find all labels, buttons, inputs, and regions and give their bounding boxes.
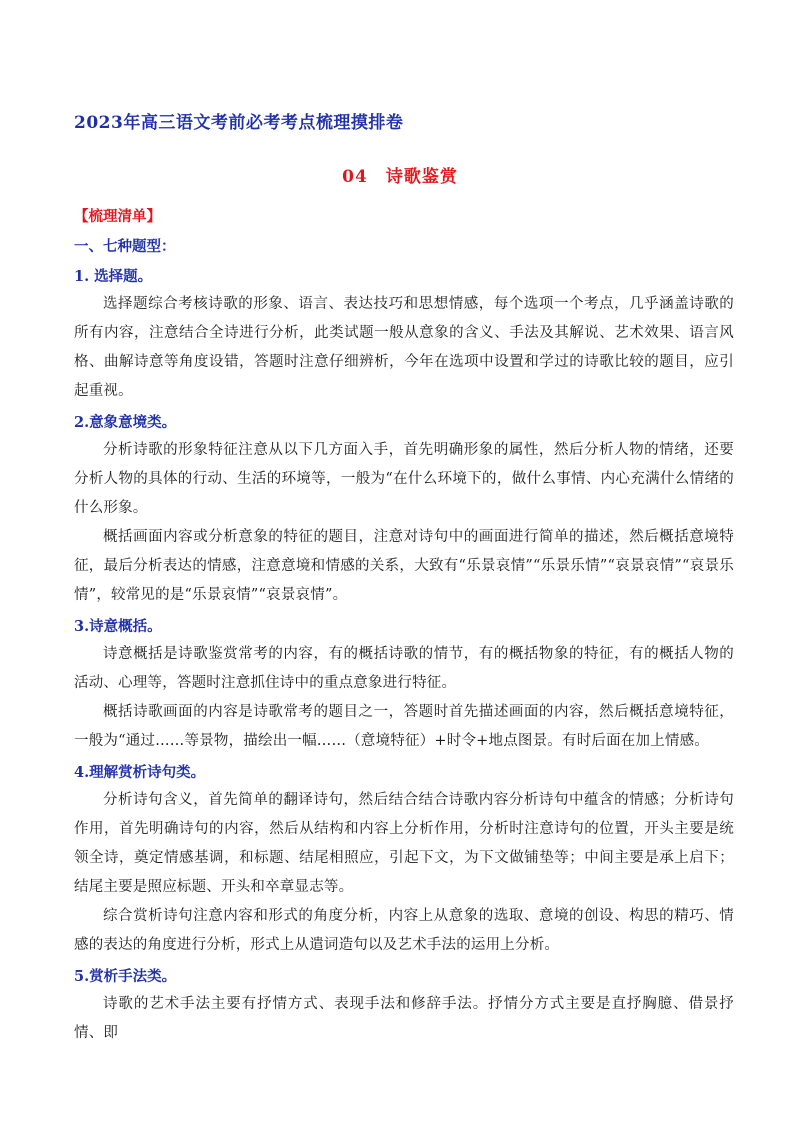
paragraph: 分析诗句含义，首先简单的翻译诗句，然后结合结合诗歌内容分析诗句中蕴含的情感；分析诗句作用，首先明确诗句的内容，然后从结构和内容上分析作用，分析时注意诗句的位置，开头主要是统领全诗，奠定情感基调，和标题、结尾相照应，引起下文，为下文做铺垫等；中间主要是承上启下；结尾主要是照应标题、开头和卒章显志等。 xyxy=(74,792,734,895)
paragraph: 诗歌的艺术手法主要有抒情方式、表现手法和修辞手法。抒情分方式主要是直抒胸臆、借景抒情、即 xyxy=(74,996,734,1041)
section-label: 【梳理清单】 xyxy=(74,208,161,225)
section-appreciation xyxy=(74,760,734,960)
paragraph: 分析诗歌的形象特征注意从以下几方面入手，首先明确形象的属性，然后分析人物的情绪，还要分析人物的具体的行动、生活的环境等，一般为“在什么环境下的，做什么事情、内心充满什么情绪的什么形象。 xyxy=(74,442,734,516)
paragraph: 概括画面内容或分析意象的特征的题目，注意对诗句中的画面进行简单的描述，然后概括意境特征，最后分析表达的情感，注意意境和情感的关系，大致有“乐景哀情”“乐景乐情”“哀景哀情”“哀景乐情”，较常见的是“乐景哀情”“哀景哀情”。 xyxy=(74,529,734,603)
section-heading: 3.诗意概括。 xyxy=(74,618,162,635)
section-subtitle: 04 诗歌鉴赏 xyxy=(342,167,458,187)
document-body xyxy=(74,204,734,1048)
section-heading: 5.赏析手法类。 xyxy=(74,968,177,985)
section-choice xyxy=(74,264,734,406)
section-heading: 4.理解赏析诗句类。 xyxy=(74,764,206,781)
document-title: 2023年高三语文考前必考考点梳理摸排卷 xyxy=(74,113,404,133)
paragraph: 综合赏析诗句注意内容和形式的角度分析，内容上从意象的选取、意境的创设、构思的精巧、情感的表达的角度进行分析，形式上从遣词造句以及艺术手法的运用上分析。 xyxy=(74,908,734,953)
paragraph: 诗意概括是诗歌鉴赏常考的内容，有的概括诗歌的情节，有的概括物象的特征，有的概括人物的活动、心理等，答题时注意抓住诗中的重点意象进行特征。 xyxy=(74,646,734,691)
section-summary xyxy=(74,614,734,756)
section-heading: 2.意象意境类。 xyxy=(74,414,177,431)
paragraph: 选择题综合考核诗歌的形象、语言、表达技巧和思想情感，每个选项一个考点，几乎涵盖诗歌的所有内容，注意结合全诗进行分析，此类试题一般从意象的含义、手法及其解说、艺术效果、语言风格、曲解诗意等角度设错，答题时注意仔细辨析，今年在选项中设置和学过的诗歌比较的题目，应引起重视。 xyxy=(74,296,734,399)
part-heading: 一、七种题型： xyxy=(74,238,176,255)
section-imagery xyxy=(74,410,734,610)
paragraph: 概括诗歌画面的内容是诗歌常考的题目之一，答题时首先描述画面的内容，然后概括意境特征，一般为“通过……等景物，描绘出一幅……（意境特征）+时令+地点图景。有时后面在加上情感。 xyxy=(74,704,734,749)
section-heading: 1. 选择题。 xyxy=(74,268,153,285)
section-technique xyxy=(74,964,734,1048)
